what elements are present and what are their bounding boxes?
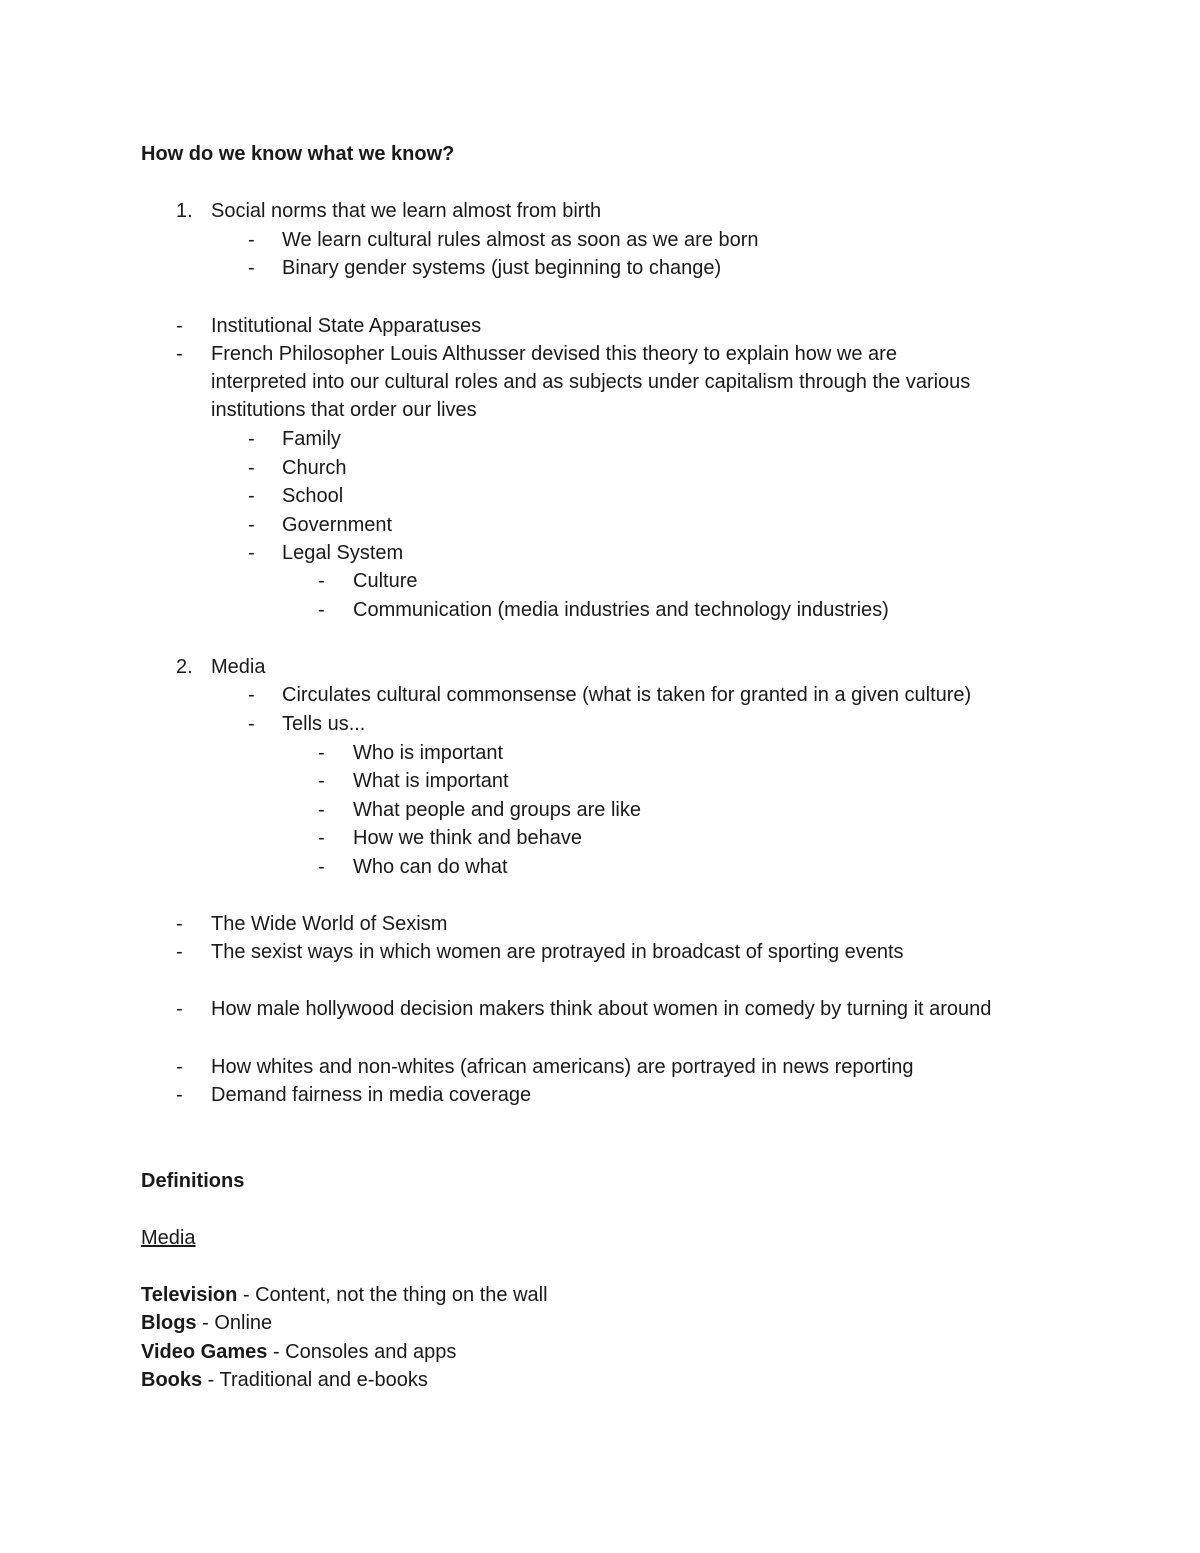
paragraph-line: institutions that order our lives — [211, 399, 477, 421]
bullet-dash: - — [248, 684, 255, 706]
list-item: Circulates cultural commonsense (what is taken for granted in a given culture) — [282, 684, 972, 706]
definition-term: Books — [141, 1369, 203, 1391]
definition-entry — [141, 1366, 428, 1394]
definition-entry — [141, 1338, 456, 1366]
list-item: The sexist ways in which women are protrayed in broadcast of sporting events — [211, 941, 904, 963]
bullet-dash: - — [176, 343, 183, 365]
definitions-subheading: Media — [141, 1227, 196, 1249]
definition-text: Consoles and apps — [285, 1341, 457, 1363]
list-item: How male hollywood decision makers think about women in comedy by turning it around — [211, 998, 992, 1020]
list-item: Institutional State Apparatuses — [211, 315, 482, 337]
definition-entry — [141, 1309, 272, 1337]
list-item: What people and groups are like — [353, 799, 641, 821]
bullet-dash: - — [318, 570, 325, 592]
bullet-dash: - — [176, 913, 183, 935]
paragraph-line: interpreted into our cultural roles and as subjects under capitalism through the various — [211, 371, 971, 393]
list-item: Social norms that we learn almost from birth — [211, 200, 602, 222]
definition-separator: - — [196, 1312, 215, 1334]
definition-text: Traditional and e-books — [219, 1369, 428, 1391]
list-item: School — [282, 485, 344, 507]
list-item: Communication (media industries and technology industries) — [353, 599, 889, 621]
bullet-dash: - — [318, 856, 325, 878]
list-item: Legal System — [282, 542, 404, 564]
list-number: 2. — [176, 656, 193, 678]
list-item: Church — [282, 457, 347, 479]
bullet-dash: - — [176, 1084, 183, 1106]
list-item: Who can do what — [353, 856, 508, 878]
definition-separator: - — [267, 1341, 286, 1363]
definition-text: Online — [214, 1312, 273, 1334]
bullet-dash: - — [318, 742, 325, 764]
list-item: Media — [211, 656, 266, 678]
definition-text: Content, not the thing on the wall — [255, 1284, 548, 1306]
list-item: We learn cultural rules almost as soon as we are born — [282, 229, 759, 251]
list-item: Demand fairness in media coverage — [211, 1084, 532, 1106]
bullet-dash: - — [318, 599, 325, 621]
list-item: Who is important — [353, 742, 504, 764]
list-number: 1. — [176, 200, 193, 222]
definition-term: Video Games — [141, 1341, 268, 1363]
list-item: Family — [282, 428, 341, 450]
bullet-dash: - — [176, 941, 183, 963]
bullet-dash: - — [248, 457, 255, 479]
bullet-dash: - — [248, 542, 255, 564]
list-item: Tells us... — [282, 713, 366, 735]
bullet-dash: - — [248, 229, 255, 251]
bullet-dash: - — [176, 315, 183, 337]
definition-term: Blogs — [141, 1312, 197, 1334]
bullet-dash: - — [318, 827, 325, 849]
bullet-dash: - — [248, 485, 255, 507]
definitions-heading: Definitions — [141, 1170, 245, 1192]
definition-separator: - — [202, 1369, 220, 1391]
list-item: Binary gender systems (just beginning to change) — [282, 257, 722, 279]
bullet-dash: - — [176, 1056, 183, 1078]
page-heading: How do we know what we know? — [141, 143, 455, 165]
bullet-dash: - — [248, 428, 255, 450]
list-item: The Wide World of Sexism — [211, 913, 448, 935]
list-item: How whites and non-whites (african americans) are portrayed in news reporting — [211, 1056, 914, 1078]
bullet-dash: - — [248, 514, 255, 536]
definition-entry — [141, 1281, 548, 1309]
list-item: Culture — [353, 570, 418, 592]
bullet-dash: - — [318, 770, 325, 792]
paragraph-line: French Philosopher Louis Althusser devised this theory to explain how we are — [211, 343, 897, 365]
list-item: What is important — [353, 770, 509, 792]
bullet-dash: - — [248, 713, 255, 735]
bullet-dash: - — [248, 257, 255, 279]
list-item: Government — [282, 514, 393, 536]
bullet-dash: - — [318, 799, 325, 821]
definition-term: Television — [141, 1284, 238, 1306]
bullet-dash: - — [176, 998, 183, 1020]
list-item: How we think and behave — [353, 827, 583, 849]
definition-separator: - — [237, 1284, 256, 1306]
